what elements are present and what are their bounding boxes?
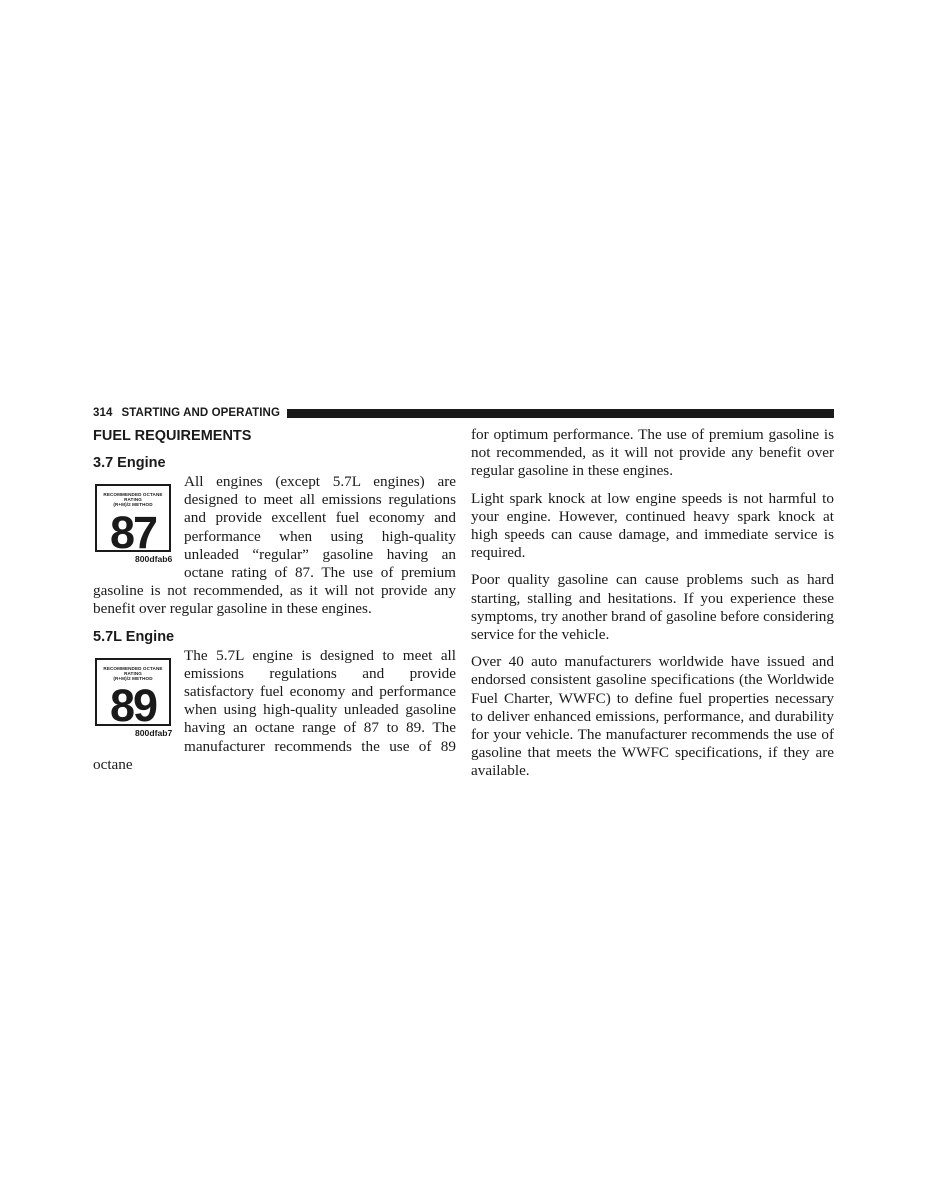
paragraph: Light spark knock at low engine speeds is not harmful to your engine. However, continued heavy spark knock at high speeds can cause damage, and immediate service is required. — [471, 489, 834, 562]
engine-37-heading: 3.7 Engine — [93, 455, 166, 471]
figure-code: 800dfab7 — [135, 727, 173, 738]
octane-number: 89 — [109, 680, 157, 732]
octane-89-label — [95, 658, 171, 732]
page-number: 314 — [93, 407, 113, 419]
left-column — [93, 426, 456, 784]
page-title: FUEL REQUIREMENTS — [93, 428, 252, 444]
engine-37-text: All engines (except 5.7L engines) are designed to meet all emissions regulations and provide excellent fuel economy and performance when using high-quality unleaded “regular” gasoline having an octane rating of 87. The use of premium gasoline is not recommended, as it will not provide any benefit over regular gasoline in these engines. — [93, 473, 456, 618]
octane-number: 87 — [109, 506, 157, 558]
octane-87-label — [95, 484, 171, 558]
octane-87-figure — [93, 475, 177, 581]
octane-89-figure — [93, 649, 177, 747]
engine-57-text: The 5.7L engine is designed to meet all emissions regulations and provide satisfactory fuel economy and performance when using high-quality unleaded gasoline having an octane range of 87 to 89. The manufacturer recommends the use of 89 octane — [93, 646, 456, 773]
engine-57-heading: 5.7L Engine — [93, 628, 175, 645]
section-title: STARTING AND OPERATING — [121, 407, 281, 419]
octane-caption: RECOMMENDED OCTANE RATING (R+M)/2 METHOD — [103, 492, 163, 508]
paragraph: Over 40 auto manufacturers worldwide have issued and endorsed consistent gasoline specifications (the Worldwide Fuel Charter, WWFC) to define fuel properties necessary to deliver enhanced emissions, performance, and durability for your vehicle. The manufacturer recommends the use of gasoline that meets the WWFC specifications, if they are available. — [471, 653, 834, 780]
octane-caption: RECOMMENDED OCTANE RATING (R+M)/2 METHOD — [103, 665, 163, 682]
paragraph: for optimum performance. The use of premium gasoline is not recommended, as it will not provide any benefit over regular gasoline in these engines. — [471, 426, 834, 480]
right-column — [471, 426, 834, 790]
running-header — [93, 405, 834, 421]
header-rule — [287, 409, 834, 418]
paragraph: Poor quality gasoline can cause problems such as hard starting, stalling and hesitations. If you experience these symptoms, try another brand of gasoline before considering service for the vehicle. — [471, 571, 834, 644]
figure-code: 800dfab6 — [135, 554, 173, 564]
engine-57-section — [93, 629, 456, 774]
engine-37-section — [93, 455, 456, 619]
